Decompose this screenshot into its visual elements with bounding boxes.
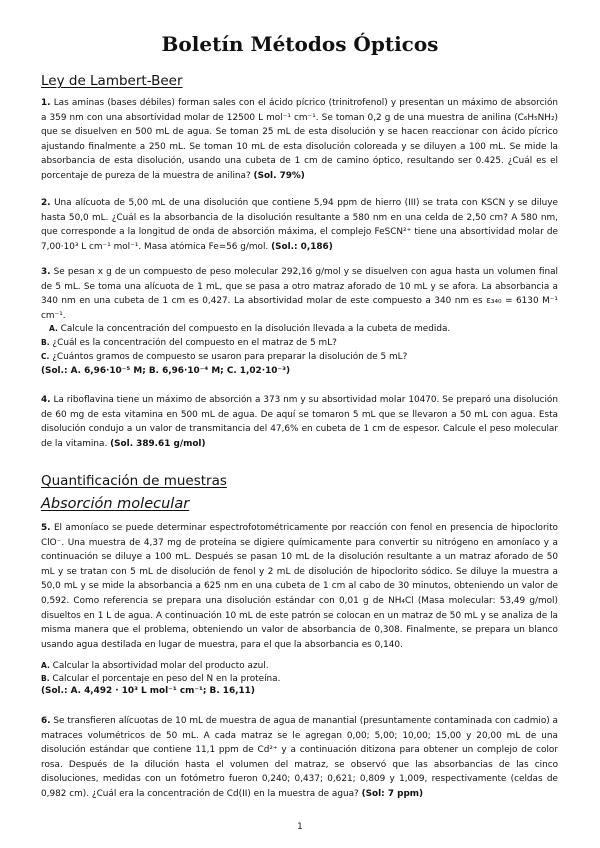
problem-5-item-a-letter: A. bbox=[41, 661, 50, 670]
problem-3-item-b bbox=[41, 337, 337, 350]
problem-5-item-a bbox=[41, 660, 269, 673]
problem-1-number: 1. bbox=[41, 98, 51, 108]
problem-3-item-b-letter: B. bbox=[41, 338, 50, 347]
problem-3-number: 3. bbox=[41, 267, 51, 277]
problem-5-item-b-text: Calcular el porcentaje en peso del N en la proteína. bbox=[52, 674, 281, 684]
problem-3-item-a bbox=[49, 323, 450, 336]
problem-1-solution: (Sol. 79%) bbox=[253, 170, 305, 181]
problem-3-item-b-text: ¿Cuál es la concentración del compuesto en el matraz de 5 mL? bbox=[52, 338, 337, 348]
problem-6-text: Se transfieren alícuotas de 10 mL de muestra de agua de manantial (presuntamente contaminada con cadmio) a matraces volumétricos de 50 mL. A cada matraz se le agregan 0,00; 5,00; 10,00; 15,00 y 20,00 mL de una disolución estándar que contiene 11,1 ppm de Cd²⁺ y a continuación ditizona para obtener un complejo de color rosa. Después de la dilución hasta el volumen del matraz, se observó que las absorbancias de las cinco disoluciones, medidas con un fotómetro fueron 0,240; 0,437; 0,621; 0,809 y 1,009, respectivamente (celdas de 0,982 cm). ¿Cuál era la concentración de Cd(II) en la muestra de agua? bbox=[41, 716, 558, 799]
problem-5-solution: (Sol.: A. 4,492 · 10³ L mol⁻¹ cm⁻¹; B. 16,11) bbox=[41, 686, 255, 696]
problem-5-number: 5. bbox=[41, 523, 51, 533]
problem-3-text: Se pesan x g de un compuesto de peso molecular 292,16 g/mol y se disuelven con agua hasta un volumen final de 5 mL. Se toma una alícuota de 1 mL, que se pasa a otro matraz aforado de 10 mL y se afora. La absorbancia a 340 nm en una cubeta de 1 cm es 0,427. La absortividad molar de este compuesto a 340 nm es ε₃₄₀ = 6130 M⁻¹ cm⁻¹. bbox=[41, 267, 558, 321]
problem-6 bbox=[41, 714, 558, 802]
problem-3-item-c bbox=[41, 351, 407, 364]
page-title: Boletín Métodos Ópticos bbox=[161, 32, 439, 56]
problem-6-solution: (Sol: 7 ppm) bbox=[361, 788, 424, 799]
problem-2-solution: (Sol.: 0,186) bbox=[271, 241, 333, 252]
problem-3-item-c-letter: C. bbox=[41, 352, 50, 361]
problem-4-solution: (Sol. 389.61 g/mol) bbox=[110, 438, 206, 449]
problem-3-solution: (Sol.: A. 6,96·10⁻⁵ M; B. 6,96·10⁻⁴ M; C. 1,02·10⁻³) bbox=[41, 366, 291, 376]
problem-2-number: 2. bbox=[41, 198, 51, 208]
problem-2-text: Una alícuota de 5,00 mL de una disolución que contiene 5,94 ppm de hierro (III) se trata con KSCN y se diluye hasta 50,0 mL. ¿Cuál es la absorbancia de la disolución resultante a 580 nm en una celda de 2,50 cm? A 580 nm, que corresponde a la longitud de onda de absorción máxima, el complejo FeSCN²⁺ tiene una absortividad molar de 7,00·10³ L cm⁻¹ mol⁻¹. Masa atómica Fe=56 g/mol. bbox=[41, 198, 558, 252]
problem-3-item-a-text: Calcule la concentración del compuesto en la disolución llevada a la cubeta de medida. bbox=[60, 324, 451, 334]
section-heading-lambert-beer: Ley de Lambert-Beer bbox=[41, 73, 183, 89]
problem-5 bbox=[41, 521, 558, 652]
problem-3-item-c-text: ¿Cuántos gramos de compuesto se usaron para preparar la disolución de 5 mL? bbox=[52, 352, 408, 362]
problem-4-number: 4. bbox=[41, 395, 51, 405]
problem-4 bbox=[41, 393, 558, 451]
problem-5-text: El amoníaco se puede determinar espectrofotométricamente por reacción con fenol en presencia de hipoclorito ClO⁻. Una muestra de 4,37 mg de proteína se digiere químicamente para convertir su nitrógeno en amoníaco y a continuación se diluye a 100 mL. Después se pasan 10 mL de la disolución resultante a un matraz aforado de 50 mL y se tratan con 5 mL de disolución de fenol y 2 mL de disolución de hipoclorito sódico. Se diluye la muestra a 50,0 mL y se mide la absorbancia a 625 nm en una cubeta de 1 cm al cabo de 30 minutos, obteniendo un valor de 0,592. Como referencia se prepara una disolución estándar con 0,01 g de NH₄Cl (Masa molecular: 53,49 g/mol) disueltos en 1 L de agua. A continuación 10 mL de este patrón se colocan en un matraz de 50 mL y se analiza de la misma manera que el problema, obteniendo un valor de absorbancia de 0,308. Finalmente, se prepara un blanco usando agua destilada en lugar de muestra, para el que la absorbancia es 0,140. bbox=[41, 523, 558, 650]
section-heading-quantification: Quantificación de muestras bbox=[41, 473, 227, 489]
problem-5-item-b-letter: B. bbox=[41, 674, 50, 683]
problem-2 bbox=[41, 196, 558, 254]
problem-3 bbox=[41, 265, 558, 323]
problem-6-number: 6. bbox=[41, 716, 51, 726]
problem-1-text: Las aminas (bases débiles) forman sales con el ácido pícrico (trinitrofenol) y presentan un máximo de absorción a 359 nm con una absortividad molar de 12500 L mol⁻¹ cm⁻¹. Se toman 0,2 g de una muestra de anilina (C₆H₅NH₂) que se disuelven en 500 mL de agua. Se toman 25 mL de esta disolución y se hacen reaccionar con ácido pícrico ajustando finalmente a 250 mL. Se toman 10 mL de esta disolución coloreada y se diluyen a 100 mL. Se mide la absorbancia de esta disolución, usando una cubeta de 1 cm de camino óptico, resultando ser 0.425. ¿Cuál es el porcentaje de pureza de la muestra de anilina? bbox=[41, 98, 559, 181]
page-number: 1 bbox=[297, 822, 303, 832]
problem-5-item-a-text: Calcular la absortividad molar del producto azul. bbox=[52, 661, 269, 671]
problem-4-text: La riboflavina tiene un máximo de absorción a 373 nm y su absortividad molar 10470. Se preparó una disolución de 60 mg de esta vitamina en 500 mL de agua. De aquí se tomaron 5 mL que se llevaron a 50 mL con agua. Esta disolución condujo a un valor de transmitancia del 47,6% en cubeta de 1 cm de espesor. Calcule el peso molecular de la vitamina. bbox=[41, 395, 558, 449]
problem-5-item-b bbox=[41, 673, 280, 686]
section-heading-molecular-absorption: Absorción molecular bbox=[41, 496, 190, 512]
problem-3-item-a-letter: A. bbox=[49, 324, 58, 333]
problem-1 bbox=[41, 96, 558, 184]
